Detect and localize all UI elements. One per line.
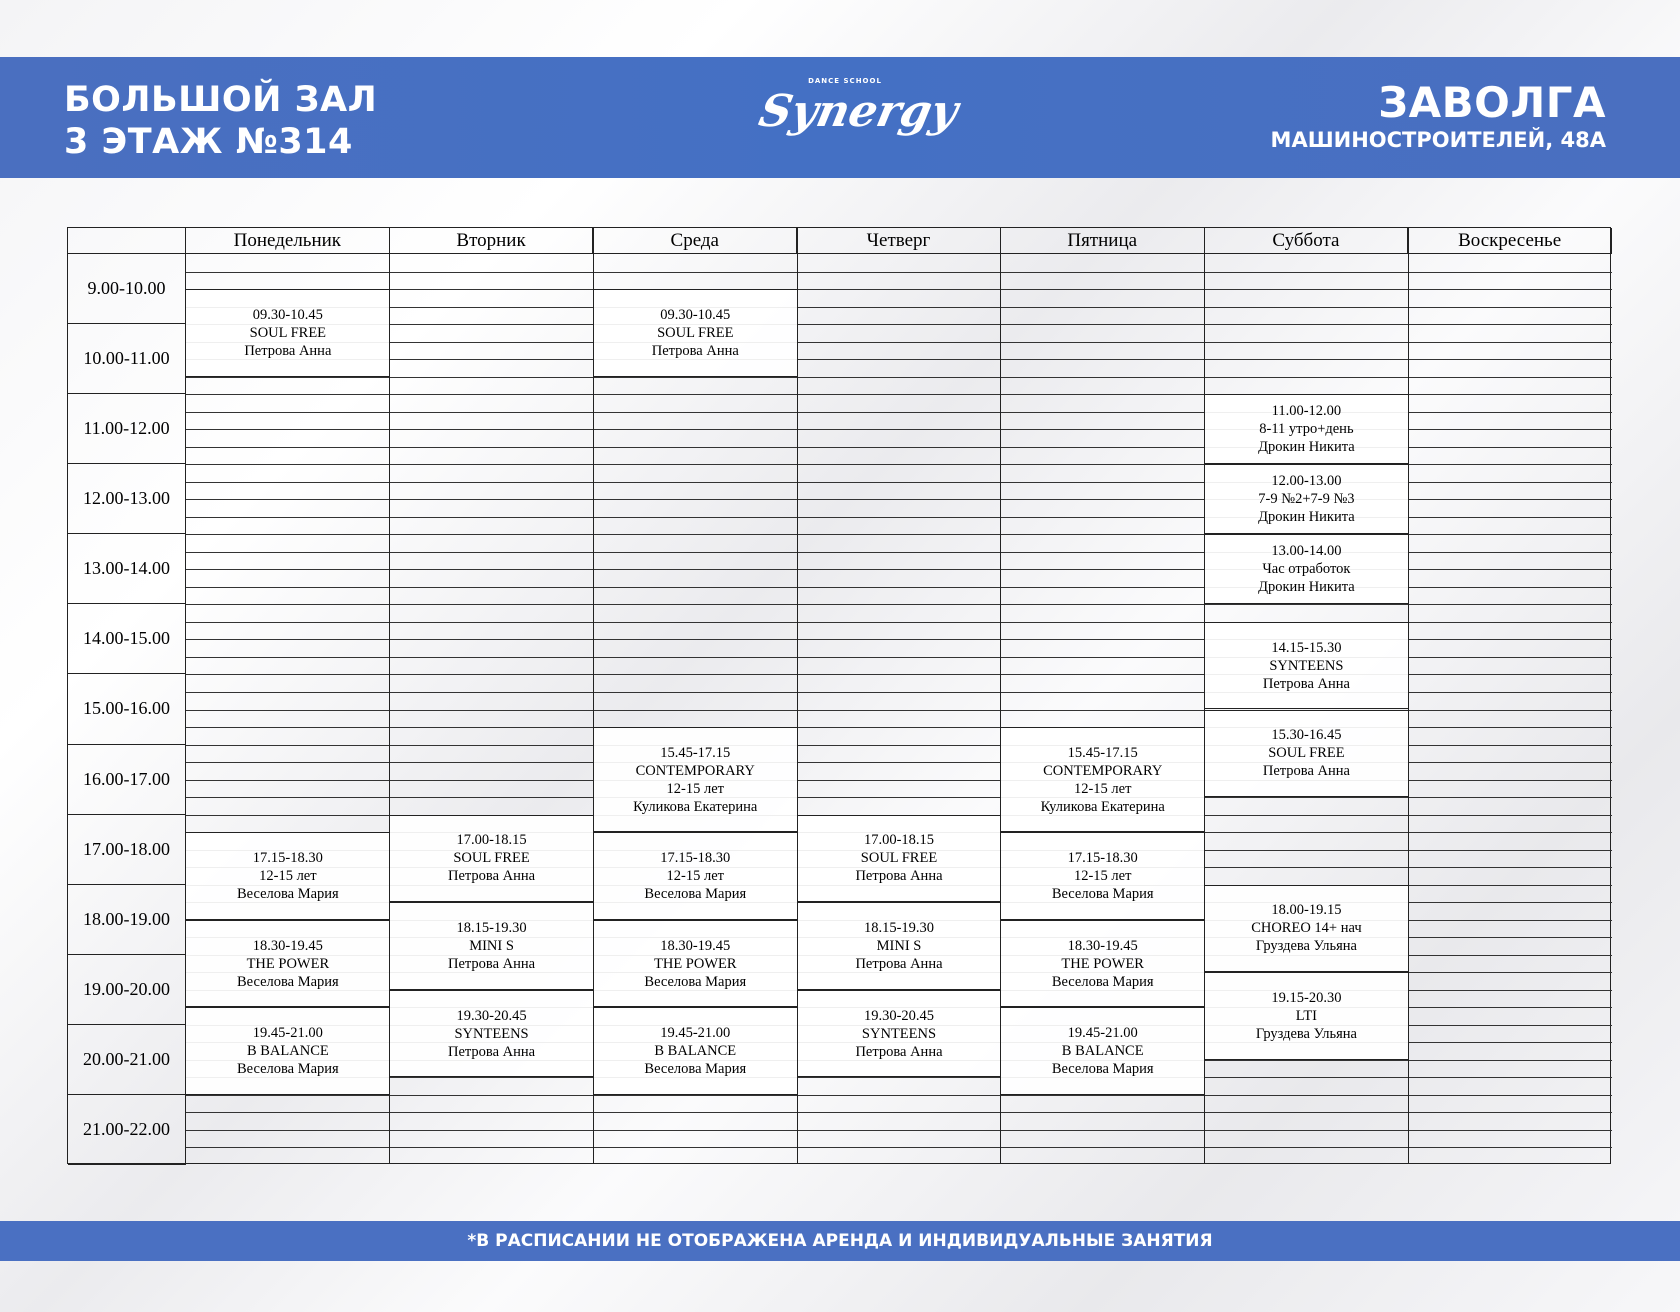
class-time: 18.00-19.15	[1271, 902, 1342, 919]
class-time: 18.30-19.45	[660, 937, 731, 954]
class-teacher: Петрова Анна	[448, 1043, 536, 1060]
class-block[interactable]	[1001, 1007, 1205, 1095]
class-name: 7-9 №2+7-9 №3	[1258, 491, 1355, 508]
footer-note: *В РАСПИСАНИИ НЕ ОТОБРАЖЕНА АРЕНДА И ИНДИВИДУАЛЬНЫЕ ЗАНЯТИЯ	[467, 1231, 1213, 1251]
class-time: 19.30-20.45	[863, 1007, 935, 1024]
slot-line	[186, 604, 1612, 605]
class-block[interactable]	[186, 920, 390, 1008]
time-slot-label: 15.00-16.00	[68, 674, 186, 744]
class-name: B BALANCE	[1061, 1043, 1144, 1060]
class-teacher: Петрова Анна	[651, 342, 739, 359]
class-name: CONTEMPORARY	[635, 762, 755, 779]
class-teacher: Петрова Анна	[855, 868, 943, 885]
slot-line	[186, 1147, 1612, 1148]
class-block[interactable]	[390, 990, 594, 1078]
class-time: 18.30-19.45	[252, 937, 323, 954]
class-block[interactable]	[593, 289, 797, 377]
class-teacher: Петрова Анна	[448, 956, 536, 972]
slot-line	[186, 289, 1612, 290]
header-banner	[0, 57, 1680, 178]
day-header: Суббота	[1205, 228, 1409, 254]
time-slot-label: 14.00-15.00	[68, 604, 186, 674]
class-block[interactable]	[1205, 534, 1409, 604]
class-teacher: Веселова Мария	[1051, 973, 1154, 990]
class-block[interactable]	[797, 902, 1001, 990]
class-time: 19.15-20.30	[1271, 990, 1342, 1007]
slot-line	[186, 272, 1612, 273]
class-name: SOUL FREE	[860, 850, 938, 867]
class-name: SYNTEENS	[454, 1025, 529, 1042]
class-teacher: Веселова Мария	[644, 885, 747, 902]
class-name: 12-15 лет	[1073, 867, 1132, 884]
class-block[interactable]	[1205, 394, 1409, 464]
class-time: 17.15-18.30	[1067, 849, 1138, 866]
class-block[interactable]	[1205, 972, 1409, 1060]
footer-banner	[0, 1221, 1680, 1261]
class-name: THE POWER	[1061, 955, 1144, 972]
day-header: Пятница	[1001, 228, 1205, 254]
class-teacher: Веселова Мария	[236, 885, 339, 902]
class-teacher: Петрова Анна	[1262, 675, 1350, 692]
column-divider	[1000, 228, 1001, 1163]
class-name: SOUL FREE	[657, 324, 734, 341]
slot-line	[186, 342, 1612, 343]
class-block[interactable]	[1001, 727, 1205, 832]
class-teacher: Петрова Анна	[855, 956, 943, 972]
slot-line	[186, 359, 1612, 360]
class-teacher: Веселова Мария	[1051, 1061, 1154, 1078]
slot-line	[186, 1095, 1612, 1096]
column-divider	[593, 228, 594, 1163]
class-time: 17.15-18.30	[660, 849, 731, 866]
class-teacher: Веселова Мария	[236, 973, 339, 990]
class-time: 09.30-10.45	[252, 306, 323, 323]
class-time: 14.15-15.30	[1271, 639, 1342, 656]
class-block[interactable]	[390, 902, 594, 990]
class-time: 18.15-19.30	[456, 920, 527, 936]
class-name: MINI S	[469, 938, 514, 954]
slot-line	[186, 797, 1612, 798]
class-name: 12-15 лет	[666, 867, 724, 884]
class-time: 19.30-20.45	[456, 1007, 527, 1024]
class-time: 17.15-18.30	[252, 849, 323, 866]
class-block[interactable]	[1205, 885, 1409, 973]
class-name: 8-11 утро+день	[1259, 421, 1354, 438]
class-teacher: Петрова Анна	[1262, 763, 1350, 780]
class-teacher: Дрокин Никита	[1258, 439, 1355, 456]
class-teacher: Веселова Мария	[644, 973, 747, 990]
time-slot-label: 18.00-19.00	[68, 885, 186, 955]
class-teacher: Куликова Екатерина	[1040, 798, 1165, 815]
class-teacher: Дрокин Никита	[1258, 579, 1355, 596]
class-teacher: Петрова Анна	[448, 868, 536, 885]
hall-name: БОЛЬШОЙ ЗАЛ	[64, 80, 378, 120]
class-teacher: Груздева Ульяна	[1255, 1026, 1357, 1043]
class-name: MINI S	[876, 938, 922, 954]
district-name: ЗАВОЛГА	[1378, 78, 1606, 127]
class-time: 19.45-21.00	[660, 1025, 731, 1042]
class-block[interactable]	[1205, 622, 1409, 710]
time-slot-label: 12.00-13.00	[68, 464, 186, 534]
column-divider	[389, 228, 390, 1163]
header-corner-cell	[68, 228, 186, 254]
time-slot-label: 13.00-14.00	[68, 534, 186, 604]
class-time: 19.45-21.00	[252, 1025, 323, 1042]
street-address: МАШИНОСТРОИТЕЛЕЙ, 48А	[1270, 128, 1606, 152]
class-time: 13.00-14.00	[1271, 543, 1342, 560]
slot-line	[186, 1077, 1612, 1078]
day-header: Воскресенье	[1408, 228, 1612, 254]
hall-title	[64, 79, 377, 163]
time-slot-label: 21.00-22.00	[68, 1095, 186, 1165]
class-time: 17.00-18.15	[456, 832, 527, 849]
logo-caption: DANCE SCHOOL	[808, 77, 882, 85]
day-header: Четверг	[797, 228, 1001, 254]
slot-line	[186, 1130, 1612, 1131]
class-name: THE POWER	[246, 955, 330, 972]
class-teacher: Веселова Мария	[1051, 885, 1154, 902]
class-name: 12-15 лет	[259, 867, 317, 884]
time-slot-label: 17.00-18.00	[68, 815, 186, 885]
day-header: Понедельник	[186, 228, 390, 254]
class-time: 09.30-10.45	[660, 306, 731, 323]
class-name: CONTEMPORARY	[1043, 762, 1163, 779]
class-teacher: Петрова Анна	[244, 342, 332, 359]
class-time: 15.45-17.15	[1067, 744, 1138, 761]
class-name: Час отработок	[1262, 561, 1351, 578]
class-block[interactable]	[593, 727, 797, 832]
time-slot-label: 9.00-10.00	[68, 254, 186, 324]
hall-floor: 3 ЭТАЖ №314	[64, 122, 353, 162]
time-slot-label: 10.00-11.00	[68, 324, 186, 394]
class-block[interactable]	[593, 920, 797, 1008]
class-name: LTI	[1295, 1008, 1318, 1025]
class-name: THE POWER	[653, 955, 737, 972]
class-block[interactable]	[797, 990, 1001, 1078]
class-block[interactable]	[1001, 832, 1205, 920]
class-block[interactable]	[593, 832, 797, 920]
class-time: 11.00-12.00	[1271, 403, 1342, 420]
class-time: 18.15-19.30	[863, 920, 935, 936]
slot-line	[186, 377, 1612, 378]
schedule-table	[67, 227, 1611, 1164]
class-name: SYNTEENS	[861, 1025, 937, 1042]
time-slot-label: 19.00-20.00	[68, 955, 186, 1025]
class-name: B BALANCE	[246, 1043, 329, 1060]
class-block[interactable]	[186, 1007, 390, 1095]
class-block[interactable]	[797, 815, 1001, 903]
class-time: 18.30-19.45	[1067, 937, 1138, 954]
class-block[interactable]	[1001, 920, 1205, 1008]
slot-line	[186, 307, 1612, 308]
class-block[interactable]	[186, 832, 390, 920]
column-divider	[1204, 228, 1205, 1163]
class-name: SYNTEENS	[1269, 657, 1344, 674]
class-name: B BALANCE	[654, 1043, 737, 1060]
class-teacher: Петрова Анна	[855, 1043, 943, 1060]
class-block[interactable]	[186, 289, 390, 377]
class-time: 17.00-18.15	[863, 832, 935, 849]
slot-line	[186, 1112, 1612, 1113]
time-slot-label: 16.00-17.00	[68, 745, 186, 815]
time-slot-label: 11.00-12.00	[68, 394, 186, 464]
class-block[interactable]	[390, 815, 594, 903]
class-block[interactable]	[1205, 464, 1409, 534]
class-extra: 12-15 лет	[1073, 780, 1132, 797]
class-name: CHOREO 14+ нач	[1251, 920, 1362, 937]
column-divider	[1408, 228, 1409, 1163]
time-slot-label: 20.00-21.00	[68, 1025, 186, 1095]
logo-wordmark: Synergy	[754, 86, 963, 137]
class-teacher: Веселова Мария	[644, 1061, 747, 1078]
class-block[interactable]	[593, 1007, 797, 1095]
school-logo	[754, 77, 963, 159]
location-block	[1271, 79, 1606, 153]
class-time: 15.45-17.15	[660, 744, 731, 761]
class-name: SOUL FREE	[453, 850, 530, 867]
day-header: Вторник	[390, 228, 594, 254]
class-time: 15.30-16.45	[1271, 727, 1342, 744]
class-teacher: Дрокин Никита	[1258, 509, 1355, 526]
class-time: 12.00-13.00	[1271, 473, 1342, 490]
class-time: 19.45-21.00	[1067, 1025, 1138, 1042]
slot-line	[186, 324, 1612, 325]
class-teacher: Груздева Ульяна	[1255, 938, 1357, 955]
column-divider	[797, 228, 798, 1163]
class-block[interactable]	[1205, 710, 1409, 798]
class-teacher: Куликова Екатерина	[633, 798, 758, 815]
class-teacher: Веселова Мария	[236, 1061, 339, 1078]
class-name: SOUL FREE	[249, 324, 327, 341]
day-header: Среда	[593, 228, 797, 254]
class-name: SOUL FREE	[1268, 745, 1345, 762]
class-extra: 12-15 лет	[666, 780, 724, 797]
